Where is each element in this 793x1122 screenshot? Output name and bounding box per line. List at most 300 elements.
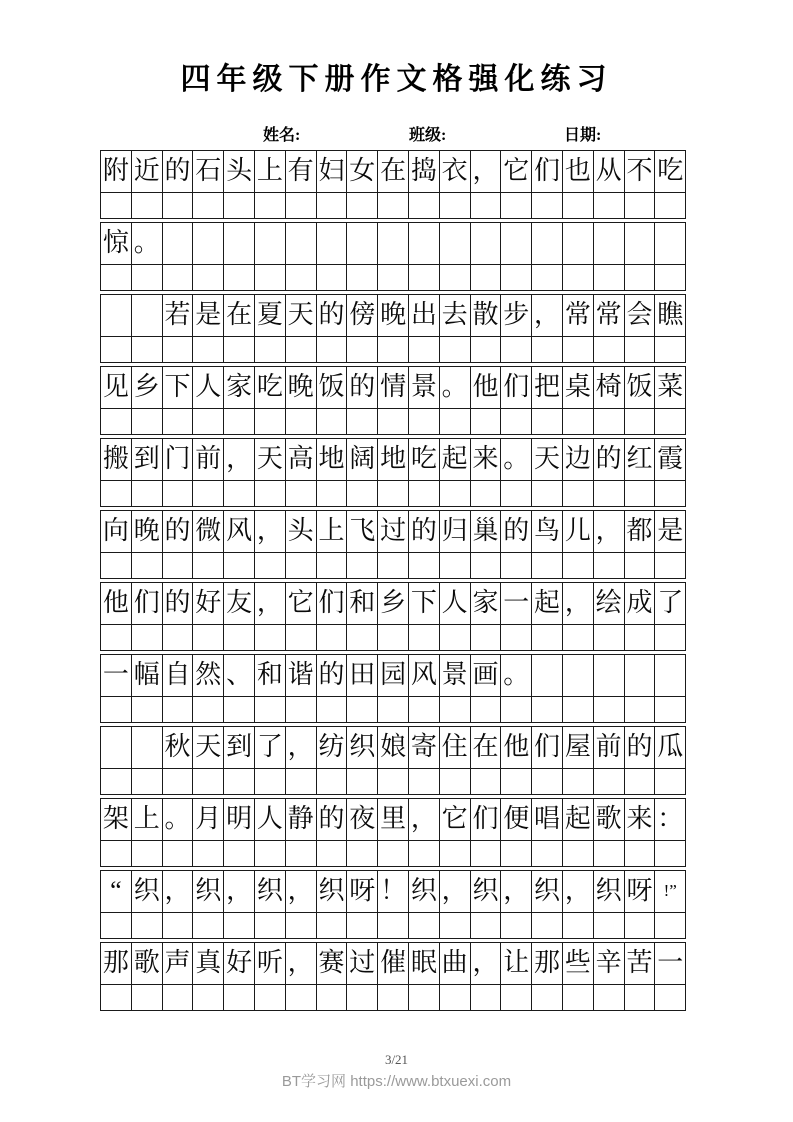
character-cell: 有 [286, 151, 317, 193]
text-row [101, 439, 686, 481]
spacer-cell [563, 337, 594, 363]
character-cell: 织 [409, 871, 440, 913]
character-cell: 那 [532, 943, 563, 985]
spacer-row [101, 913, 686, 939]
character-cell: 了 [655, 583, 686, 625]
spacer-cell [594, 193, 625, 219]
character-cell: 歌 [594, 799, 625, 841]
character-cell [625, 223, 656, 265]
character-cell: 女 [347, 151, 378, 193]
header-fields [0, 122, 793, 144]
spacer-cell [501, 697, 532, 723]
spacer-cell [101, 481, 132, 507]
character-cell: 到 [224, 727, 255, 769]
spacer-cell [471, 337, 502, 363]
spacer-cell [440, 481, 471, 507]
spacer-cell [286, 481, 317, 507]
character-cell: 织 [594, 871, 625, 913]
page-footer [0, 1052, 793, 1091]
spacer-cell [378, 985, 409, 1011]
page-title: 四年级下册作文格强化练习 [180, 63, 613, 96]
spacer-row [101, 985, 686, 1011]
character-cell: 们 [132, 583, 163, 625]
spacer-cell [625, 841, 656, 867]
character-cell: 下 [409, 583, 440, 625]
spacer-cell [255, 913, 286, 939]
character-cell: 人 [255, 799, 286, 841]
spacer-cell [255, 265, 286, 291]
character-cell: ！ [378, 871, 409, 913]
spacer-cell [655, 193, 686, 219]
spacer-cell [409, 337, 440, 363]
character-cell [655, 223, 686, 265]
grid-line-block [100, 942, 686, 1011]
character-cell [532, 223, 563, 265]
character-cell: 画 [471, 655, 502, 697]
spacer-cell [286, 841, 317, 867]
spacer-cell [163, 553, 194, 579]
spacer-cell [163, 265, 194, 291]
character-cell: 明 [224, 799, 255, 841]
character-cell: 呀 [625, 871, 656, 913]
spacer-cell [255, 553, 286, 579]
spacer-cell [317, 841, 348, 867]
spacer-cell [193, 841, 224, 867]
spacer-cell [255, 409, 286, 435]
spacer-cell [132, 985, 163, 1011]
spacer-cell [409, 265, 440, 291]
character-cell: 们 [317, 583, 348, 625]
character-cell: 乡 [378, 583, 409, 625]
spacer-cell [286, 985, 317, 1011]
character-cell: 衣 [440, 151, 471, 193]
spacer-cell [625, 697, 656, 723]
character-cell [563, 223, 594, 265]
character-cell: 归 [440, 511, 471, 553]
spacer-cell [347, 553, 378, 579]
character-cell [193, 223, 224, 265]
character-cell: 里 [378, 799, 409, 841]
character-cell [532, 655, 563, 697]
spacer-cell [193, 769, 224, 795]
spacer-cell [409, 913, 440, 939]
spacer-cell [255, 985, 286, 1011]
spacer-row [101, 553, 686, 579]
spacer-cell [193, 481, 224, 507]
character-cell: 的 [409, 511, 440, 553]
character-cell [501, 223, 532, 265]
spacer-cell [594, 841, 625, 867]
spacer-cell [594, 337, 625, 363]
character-cell [163, 223, 194, 265]
spacer-cell [163, 769, 194, 795]
character-cell: 自 [163, 655, 194, 697]
spacer-cell [317, 769, 348, 795]
spacer-cell [625, 985, 656, 1011]
spacer-cell [563, 265, 594, 291]
spacer-cell [594, 697, 625, 723]
spacer-cell [532, 769, 563, 795]
grid-line-block [100, 798, 686, 867]
character-cell: 眠 [409, 943, 440, 985]
watermark-text: BT学习网 https://www.btxuexi.com [281, 1073, 512, 1090]
spacer-cell [409, 409, 440, 435]
spacer-cell [563, 625, 594, 651]
character-cell: 屋 [563, 727, 594, 769]
spacer-cell [532, 193, 563, 219]
character-cell: 妇 [317, 151, 348, 193]
character-cell: 它 [440, 799, 471, 841]
spacer-cell [655, 985, 686, 1011]
character-cell: 好 [193, 583, 224, 625]
character-cell: 家 [471, 583, 502, 625]
text-row [101, 511, 686, 553]
spacer-cell [132, 481, 163, 507]
character-cell [132, 727, 163, 769]
character-cell [625, 655, 656, 697]
character-cell: 景 [409, 367, 440, 409]
character-cell: 的 [625, 727, 656, 769]
spacer-cell [409, 481, 440, 507]
character-cell: 上 [255, 151, 286, 193]
spacer-cell [594, 481, 625, 507]
spacer-cell [286, 913, 317, 939]
spacer-cell [317, 193, 348, 219]
spacer-cell [255, 481, 286, 507]
spacer-cell [532, 625, 563, 651]
spacer-cell [532, 841, 563, 867]
spacer-cell [625, 553, 656, 579]
character-cell: 吃 [409, 439, 440, 481]
date-label: 日期: [564, 127, 602, 144]
spacer-cell [471, 913, 502, 939]
spacer-cell [409, 769, 440, 795]
grid-line-block [100, 582, 686, 651]
character-cell: 曲 [440, 943, 471, 985]
character-cell: 便 [501, 799, 532, 841]
spacer-cell [224, 769, 255, 795]
character-cell: 上 [317, 511, 348, 553]
character-cell: “ [101, 871, 132, 913]
spacer-cell [317, 481, 348, 507]
spacer-cell [625, 409, 656, 435]
character-cell: 谐 [286, 655, 317, 697]
spacer-cell [255, 697, 286, 723]
spacer-cell [471, 553, 502, 579]
spacer-cell [224, 985, 255, 1011]
spacer-cell [193, 553, 224, 579]
character-cell: 呀 [347, 871, 378, 913]
spacer-cell [132, 913, 163, 939]
character-cell: 去 [440, 295, 471, 337]
character-cell [224, 223, 255, 265]
spacer-cell [594, 265, 625, 291]
character-cell: 们 [532, 151, 563, 193]
character-cell: 织 [347, 727, 378, 769]
spacer-cell [409, 697, 440, 723]
character-cell [594, 655, 625, 697]
spacer-cell [347, 913, 378, 939]
spacer-cell [532, 337, 563, 363]
character-cell: 的 [317, 295, 348, 337]
spacer-cell [563, 769, 594, 795]
character-cell: 也 [563, 151, 594, 193]
character-cell: !” [655, 871, 686, 913]
grid-line-block [100, 870, 686, 939]
character-cell [101, 727, 132, 769]
character-cell: 晚 [286, 367, 317, 409]
spacer-cell [655, 481, 686, 507]
character-cell: 田 [347, 655, 378, 697]
spacer-cell [317, 553, 348, 579]
spacer-cell [132, 337, 163, 363]
text-row [101, 943, 686, 985]
character-cell: 傍 [347, 295, 378, 337]
character-cell: 起 [563, 799, 594, 841]
spacer-cell [625, 625, 656, 651]
spacer-cell [101, 913, 132, 939]
character-cell: 月 [193, 799, 224, 841]
spacer-cell [193, 193, 224, 219]
spacer-cell [163, 193, 194, 219]
grid-line-block [100, 654, 686, 723]
character-cell: 真 [193, 943, 224, 985]
spacer-cell [101, 553, 132, 579]
character-cell [409, 223, 440, 265]
character-cell: 苦 [625, 943, 656, 985]
character-cell: 它 [501, 151, 532, 193]
spacer-cell [224, 409, 255, 435]
character-cell: 秋 [163, 727, 194, 769]
character-cell: 绘 [594, 583, 625, 625]
spacer-cell [563, 985, 594, 1011]
spacer-cell [286, 553, 317, 579]
spacer-cell [440, 985, 471, 1011]
character-cell: 乡 [132, 367, 163, 409]
character-cell: 夜 [347, 799, 378, 841]
spacer-cell [163, 985, 194, 1011]
spacer-cell [378, 265, 409, 291]
spacer-cell [625, 193, 656, 219]
character-cell: 和 [347, 583, 378, 625]
character-cell: 人 [440, 583, 471, 625]
text-row [101, 151, 686, 193]
character-cell: 近 [132, 151, 163, 193]
spacer-cell [532, 697, 563, 723]
spacer-cell [163, 481, 194, 507]
spacer-cell [594, 625, 625, 651]
grid-line-block [100, 150, 686, 219]
character-cell: 。 [132, 223, 163, 265]
character-cell: ， [163, 871, 194, 913]
spacer-cell [501, 193, 532, 219]
character-cell: 微 [193, 511, 224, 553]
character-cell: 来 [471, 439, 502, 481]
spacer-cell [563, 913, 594, 939]
spacer-cell [532, 985, 563, 1011]
spacer-cell [132, 769, 163, 795]
spacer-cell [193, 697, 224, 723]
spacer-cell [594, 553, 625, 579]
character-cell: 们 [501, 367, 532, 409]
spacer-cell [501, 985, 532, 1011]
spacer-cell [501, 553, 532, 579]
text-row [101, 223, 686, 265]
grid-line-block [100, 294, 686, 363]
spacer-cell [101, 193, 132, 219]
spacer-cell [655, 409, 686, 435]
spacer-row [101, 625, 686, 651]
character-cell: ， [255, 511, 286, 553]
character-cell: ， [471, 943, 502, 985]
spacer-cell [255, 769, 286, 795]
character-cell: 是 [655, 511, 686, 553]
character-cell: 出 [409, 295, 440, 337]
spacer-cell [655, 265, 686, 291]
character-cell: 夏 [255, 295, 286, 337]
character-cell: 一 [101, 655, 132, 697]
character-cell: 天 [532, 439, 563, 481]
spacer-cell [224, 625, 255, 651]
spacer-cell [347, 769, 378, 795]
character-cell: 织 [532, 871, 563, 913]
spacer-cell [193, 265, 224, 291]
spacer-cell [132, 193, 163, 219]
character-cell: 了 [255, 727, 286, 769]
spacer-cell [286, 769, 317, 795]
spacer-cell [501, 841, 532, 867]
spacer-cell [378, 697, 409, 723]
character-cell: 都 [625, 511, 656, 553]
character-cell: 头 [224, 151, 255, 193]
spacer-cell [655, 553, 686, 579]
spacer-row [101, 409, 686, 435]
character-cell [132, 295, 163, 337]
spacer-cell [501, 625, 532, 651]
character-cell: 在 [224, 295, 255, 337]
character-cell: 起 [440, 439, 471, 481]
spacer-cell [655, 769, 686, 795]
spacer-cell [532, 913, 563, 939]
spacer-cell [163, 841, 194, 867]
character-cell: ， [255, 583, 286, 625]
text-row [101, 655, 686, 697]
character-cell: 他 [501, 727, 532, 769]
character-cell: 。 [501, 655, 532, 697]
spacer-cell [101, 697, 132, 723]
character-cell: 下 [163, 367, 194, 409]
character-cell: 织 [255, 871, 286, 913]
character-cell: 住 [440, 727, 471, 769]
spacer-cell [563, 409, 594, 435]
character-cell [347, 223, 378, 265]
spacer-cell [440, 193, 471, 219]
grid-line-block [100, 222, 686, 291]
spacer-cell [594, 409, 625, 435]
spacer-cell [532, 265, 563, 291]
spacer-cell [440, 337, 471, 363]
character-cell: 儿 [563, 511, 594, 553]
spacer-cell [286, 409, 317, 435]
spacer-cell [625, 769, 656, 795]
spacer-cell [501, 769, 532, 795]
grid-line-block [100, 510, 686, 579]
character-cell: 吃 [655, 151, 686, 193]
character-cell: 桌 [563, 367, 594, 409]
spacer-cell [347, 985, 378, 1011]
character-cell: 若 [163, 295, 194, 337]
spacer-cell [655, 697, 686, 723]
character-cell: ， [563, 583, 594, 625]
character-cell: 向 [101, 511, 132, 553]
spacer-cell [440, 625, 471, 651]
character-cell: 成 [625, 583, 656, 625]
character-cell: 天 [286, 295, 317, 337]
character-cell: 饭 [317, 367, 348, 409]
character-cell: 阔 [347, 439, 378, 481]
character-cell [286, 223, 317, 265]
character-cell: 让 [501, 943, 532, 985]
character-cell: 些 [563, 943, 594, 985]
spacer-cell [347, 409, 378, 435]
spacer-cell [101, 841, 132, 867]
character-cell: 辛 [594, 943, 625, 985]
character-cell: 。 [501, 439, 532, 481]
spacer-cell [193, 913, 224, 939]
character-cell: 织 [471, 871, 502, 913]
composition-grid [100, 150, 686, 1014]
character-cell: 的 [501, 511, 532, 553]
character-cell: 上 [132, 799, 163, 841]
spacer-cell [163, 409, 194, 435]
character-cell: 饭 [625, 367, 656, 409]
spacer-cell [655, 625, 686, 651]
character-cell: 的 [347, 367, 378, 409]
character-cell: 鸟 [532, 511, 563, 553]
spacer-cell [255, 337, 286, 363]
character-cell: 歌 [132, 943, 163, 985]
character-cell: 好 [224, 943, 255, 985]
text-row [101, 727, 686, 769]
character-cell: 会 [625, 295, 656, 337]
spacer-cell [409, 625, 440, 651]
spacer-cell [193, 337, 224, 363]
character-cell: 他 [101, 583, 132, 625]
spacer-cell [563, 553, 594, 579]
spacer-cell [317, 265, 348, 291]
character-cell: 步 [501, 295, 532, 337]
character-cell: 景 [440, 655, 471, 697]
character-cell: 情 [378, 367, 409, 409]
character-cell: 门 [163, 439, 194, 481]
character-cell: ， [532, 295, 563, 337]
spacer-cell [224, 913, 255, 939]
spacer-cell [224, 265, 255, 291]
spacer-cell [224, 841, 255, 867]
name-label: 姓名: [263, 127, 301, 144]
spacer-cell [532, 481, 563, 507]
character-cell: ： [655, 799, 686, 841]
spacer-cell [286, 337, 317, 363]
character-cell: 娘 [378, 727, 409, 769]
spacer-cell [132, 553, 163, 579]
spacer-cell [440, 409, 471, 435]
spacer-cell [501, 265, 532, 291]
spacer-row [101, 265, 686, 291]
spacer-cell [532, 553, 563, 579]
character-cell: ， [594, 511, 625, 553]
spacer-cell [409, 985, 440, 1011]
